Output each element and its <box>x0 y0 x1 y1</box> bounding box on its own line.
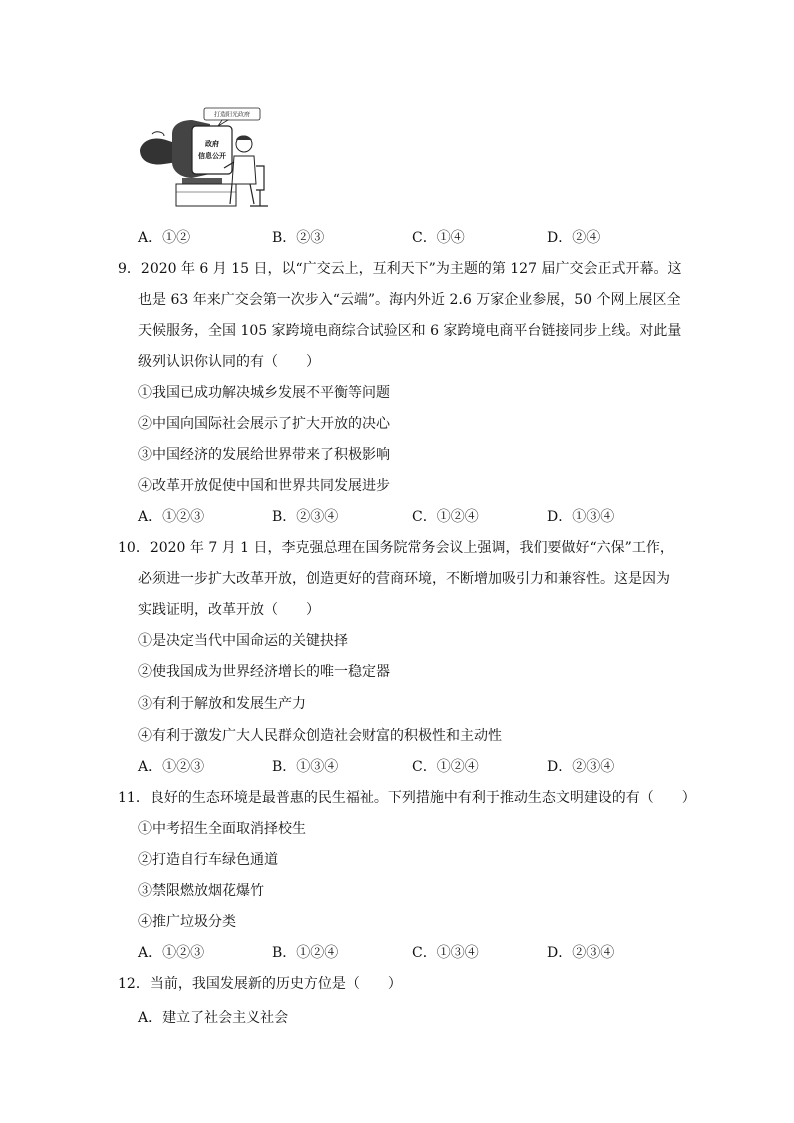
q9-item-3: ③中国经济的发展给世界带来了积极影响 <box>138 447 390 463</box>
q9-stem-line2: 也是 63 年来广交会第一次步入“云端”。海内外近 2.6 万家企业参展，50 个网上展区全 <box>138 292 681 308</box>
q11-option-a[interactable]: A．①②③ <box>138 945 205 961</box>
q9-option-d[interactable]: D．①③④ <box>547 509 615 525</box>
q9-item-2: ②中国向国际社会展示了扩大开放的决心 <box>138 416 390 432</box>
q9-stem-line1: 9．2020 年 6 月 15 日，以“广交云上，互利天下”为主题的第 127 届广交会正式开幕。这 <box>118 261 682 277</box>
q9-item-4: ④改革开放促使中国和世界共同发展进步 <box>138 478 390 494</box>
q10-item-2: ②使我国成为世界经济增长的唯一稳定器 <box>138 664 390 680</box>
q10-option-d[interactable]: D．②③④ <box>547 759 615 775</box>
q10-stem-line1: 10．2020 年 7 月 1 日，李克强总理在国务院常务会议上强调，我们要做好“六保”工作， <box>118 540 674 556</box>
q8-options <box>0 228 794 248</box>
q9-option-c[interactable]: C．①②④ <box>412 509 479 525</box>
q11-options <box>0 943 794 963</box>
q10-item-3: ③有利于解放和发展生产力 <box>138 696 306 712</box>
q10-options <box>0 757 794 777</box>
q8-option-c[interactable]: C．①④ <box>412 230 465 246</box>
screen-line-1: 政府 <box>205 140 219 148</box>
screen-line-2: 信息公开 <box>198 152 226 160</box>
q8-option-b[interactable]: B．②③ <box>272 230 325 246</box>
q11-option-b[interactable]: B．①②④ <box>272 945 339 961</box>
q8-option-d[interactable]: D．②④ <box>547 230 601 246</box>
q10-item-4: ④有利于激发广大人民群众创造社会财富的积极性和主动性 <box>138 728 502 744</box>
q10-stem-line2: 必须进一步扩大改革开放，创造更好的营商环境，不断增加吸引力和兼容性。这是因为 <box>138 571 670 587</box>
q9-stem-line4: 级列认识你认同的有（ ） <box>138 354 320 370</box>
q11-option-d[interactable]: D．②③④ <box>547 945 615 961</box>
q10-option-b[interactable]: B．①③④ <box>272 759 339 775</box>
q12-stem-line1: 12．当前，我国发展新的历史方位是（ ） <box>118 976 402 992</box>
q9-option-b[interactable]: B．②③④ <box>272 509 339 525</box>
q10-option-a[interactable]: A．①②③ <box>138 759 205 775</box>
q8-option-a[interactable]: A．①② <box>138 230 191 246</box>
q10-item-1: ①是决定当代中国命运的关键抉择 <box>138 633 348 649</box>
q11-stem-line1: 11．良好的生态环境是最普惠的民生福祉。下列措施中有利于推动生态文明建设的有（ ） <box>118 790 696 806</box>
q10-stem-line3: 实践证明，改革开放（ ） <box>138 602 320 618</box>
q11-item-2: ②打造自行车绿色通道 <box>138 852 278 868</box>
q9-item-1: ①我国已成功解决城乡发展不平衡等问题 <box>138 385 390 401</box>
q11-option-c[interactable]: C．①③④ <box>412 945 479 961</box>
q10-option-c[interactable]: C．①②④ <box>412 759 479 775</box>
q11-item-1: ①中考招生全面取消择校生 <box>138 821 306 837</box>
bubble-text: 打造阳光政府 <box>213 111 251 119</box>
q11-item-3: ③禁限燃放烟花爆竹 <box>138 883 264 899</box>
q12-option-a[interactable]: A．建立了社会主义社会 <box>138 1010 289 1026</box>
q9-option-a[interactable]: A．①②③ <box>138 509 205 525</box>
government-info-cartoon <box>138 104 270 212</box>
q11-item-4: ④推广垃圾分类 <box>138 914 236 930</box>
q9-options <box>0 507 794 527</box>
q9-stem-line3: 天候服务，全国 105 家跨境电商综合试验区和 6 家跨境电商平台链接同步上线。对此量 <box>138 323 682 339</box>
